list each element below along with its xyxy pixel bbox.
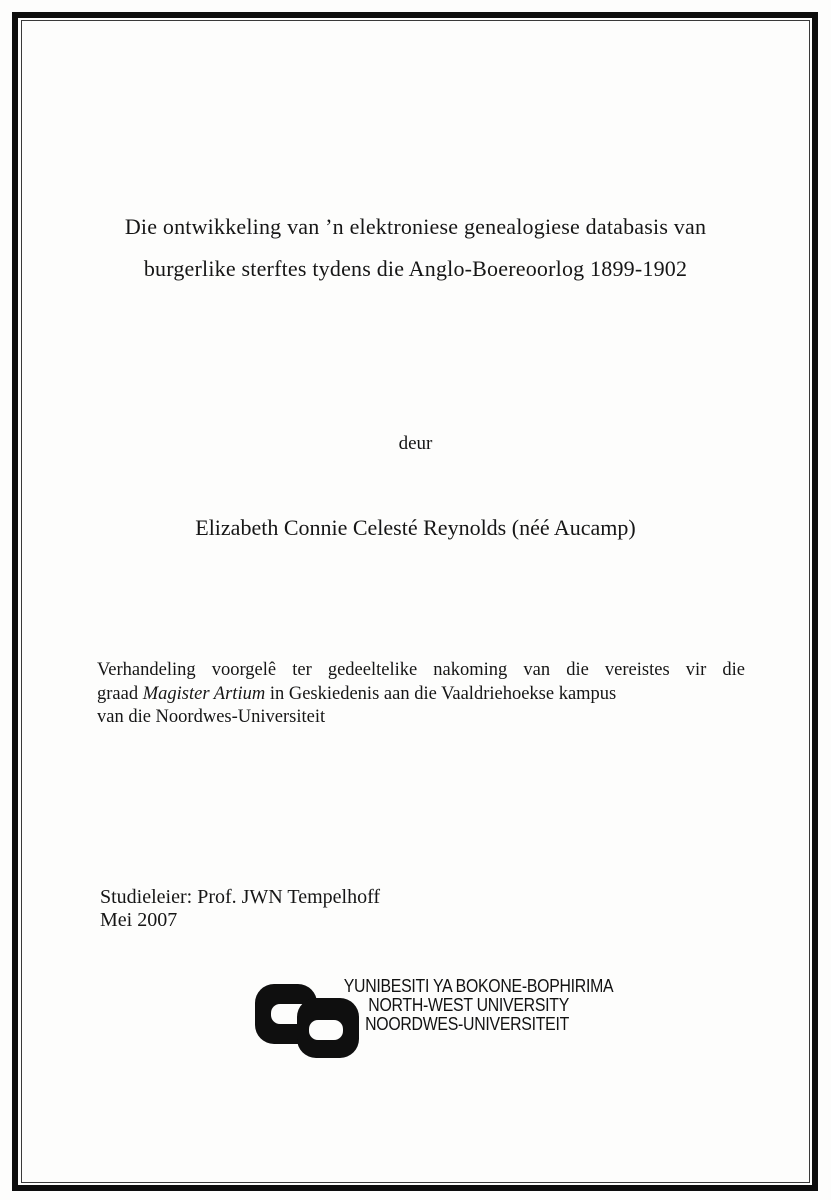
degree-statement-line3: van die Noordwes-Universiteit (97, 707, 326, 727)
supervisor-block (100, 886, 380, 932)
degree-statement-line1: Verhandeling voorgelê ter gedeeltelike nakoming van die vereistes vir die (97, 660, 745, 680)
university-logo-text (313, 976, 614, 1034)
degree-statement-line2 (97, 683, 745, 707)
thesis-title-line1: Die ontwikkeling van ’n elektroniese genealogiese databasis van (124, 214, 707, 239)
degree-name-italic: Magister Artium (142, 683, 266, 704)
thesis-title-line2: burgerlike sterftes tydens die Anglo-Boereoorlog 1899-1902 (143, 256, 688, 281)
supervisor-line: Studieleier: Prof. JWN Tempelhoff (100, 886, 381, 908)
degree-statement-line2-suffix: in Geskiedenis aan die Vaaldriehoekse kampus (265, 683, 617, 704)
logo-text-setswana: YUNIBESITI YA BOKONE-BOPHIRIMA (343, 976, 614, 996)
university-logo (255, 976, 614, 1062)
byline-label: deur (398, 433, 433, 454)
logo-text-english: NORTH-WEST UNIVERSITY (368, 994, 569, 1015)
date-line: Mei 2007 (100, 909, 178, 931)
thesis-title (60, 206, 771, 290)
logo-text-afrikaans: NOORDWES-UNIVERSITEIT (365, 1013, 569, 1034)
author-name: Elizabeth Connie Celesté Reynolds (néé Aucamp) (195, 515, 636, 540)
degree-statement-line2-prefix: graad (97, 683, 143, 704)
degree-statement (97, 659, 745, 730)
